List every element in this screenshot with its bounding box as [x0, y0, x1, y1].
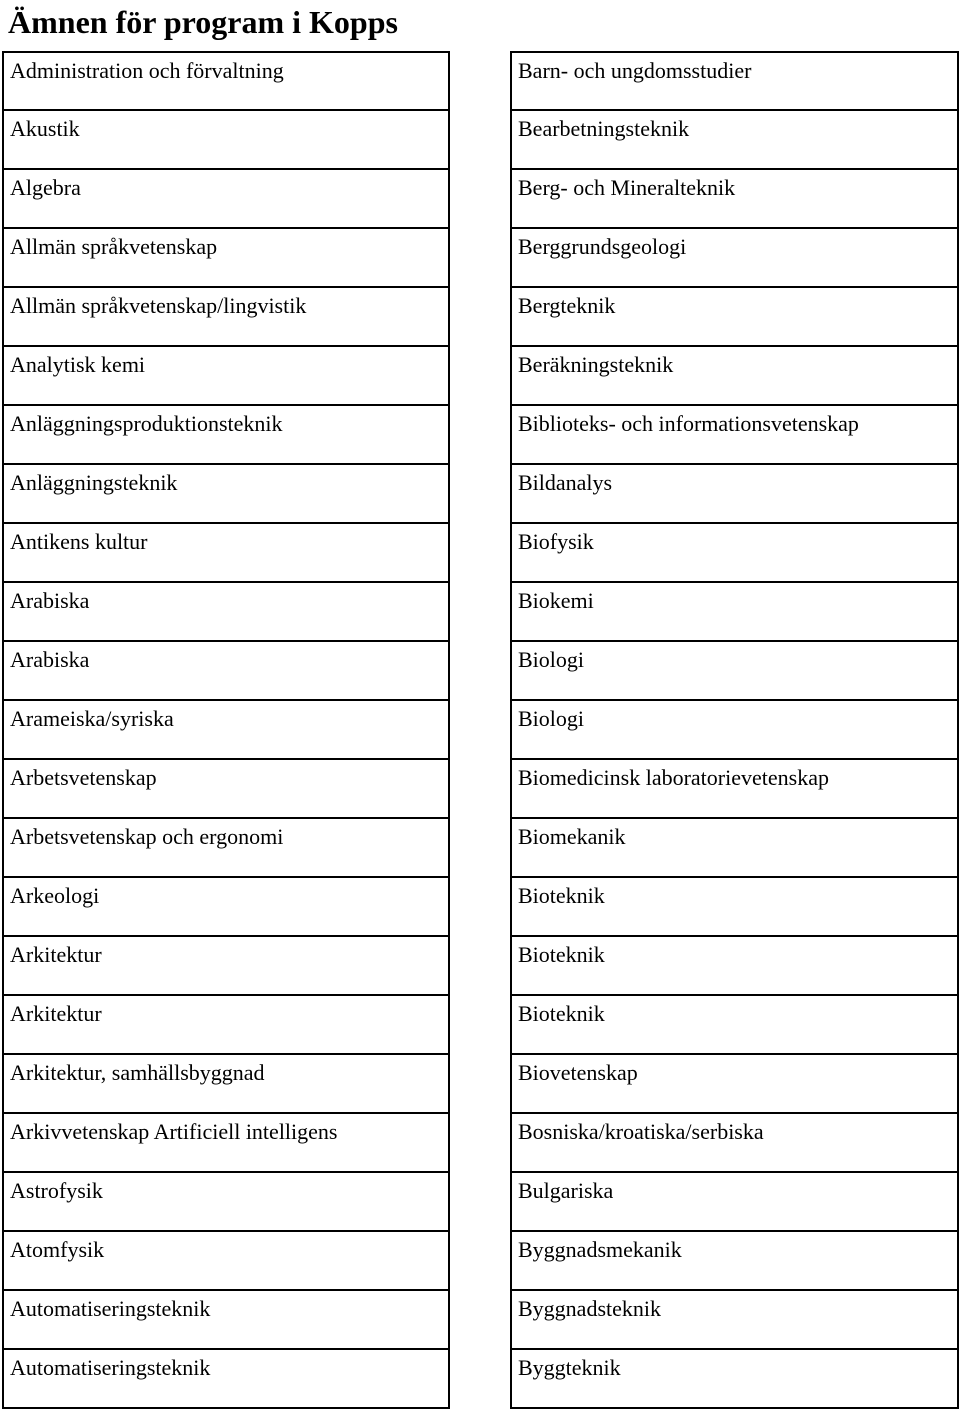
subject-cell: Arabiska [2, 642, 450, 701]
subject-cell: Byggnadsmekanik [510, 1232, 959, 1291]
subject-cell: Bergteknik [510, 288, 959, 347]
subject-cell: Bildanalys [510, 465, 959, 524]
subject-cell: Bioteknik [510, 878, 959, 937]
subject-cell: Atomfysik [2, 1232, 450, 1291]
subject-cell: Biofysik [510, 524, 959, 583]
subject-cell: Arkitektur [2, 937, 450, 996]
subject-cell: Bulgariska [510, 1173, 959, 1232]
subject-cell: Bosniska/kroatiska/serbiska [510, 1114, 959, 1173]
subject-cell: Arbetsvetenskap [2, 760, 450, 819]
subject-cell: Automatiseringsteknik [2, 1350, 450, 1409]
subject-cell: Biovetenskap [510, 1055, 959, 1114]
subject-cell: Biblioteks- och informationsvetenskap [510, 406, 959, 465]
subject-cell: Anläggningsteknik [2, 465, 450, 524]
subject-cell: Biokemi [510, 583, 959, 642]
subject-cell: Antikens kultur [2, 524, 450, 583]
subject-cell: Biologi [510, 701, 959, 760]
subject-cell: Beräkningsteknik [510, 347, 959, 406]
subject-cell: Berggrundsgeologi [510, 229, 959, 288]
subject-column-right [510, 51, 959, 1409]
subject-cell: Astrofysik [2, 1173, 450, 1232]
subject-cell: Allmän språkvetenskap/lingvistik [2, 288, 450, 347]
subject-cell: Arkivvetenskap Artificiell intelligens [2, 1114, 450, 1173]
subject-cell: Bioteknik [510, 937, 959, 996]
subject-column-left [2, 51, 450, 1409]
subject-cell: Anläggningsproduktionsteknik [2, 406, 450, 465]
subject-cell: Biomekanik [510, 819, 959, 878]
subject-cell: Bearbetningsteknik [510, 111, 959, 170]
subject-cell: Barn- och ungdomsstudier [510, 51, 959, 111]
subject-cell: Arkeologi [2, 878, 450, 937]
subject-cell: Arameiska/syriska [2, 701, 450, 760]
subject-cell: Bioteknik [510, 996, 959, 1055]
subject-cell: Berg- och Mineralteknik [510, 170, 959, 229]
page-title: Ämnen för program i Kopps [8, 4, 398, 40]
subject-cell: Byggnadsteknik [510, 1291, 959, 1350]
subject-cell: Biomedicinsk laboratorievetenskap [510, 760, 959, 819]
subject-cell: Byggteknik [510, 1350, 959, 1409]
subject-cell: Algebra [2, 170, 450, 229]
subject-cell: Biologi [510, 642, 959, 701]
subject-cell: Arkitektur [2, 996, 450, 1055]
subject-cell: Arkitektur, samhällsbyggnad [2, 1055, 450, 1114]
subject-cell: Arabiska [2, 583, 450, 642]
subject-cell: Allmän språkvetenskap [2, 229, 450, 288]
subject-cell: Arbetsvetenskap och ergonomi [2, 819, 450, 878]
subject-cell: Administration och förvaltning [2, 51, 450, 111]
subject-cell: Automatiseringsteknik [2, 1291, 450, 1350]
subject-cell: Akustik [2, 111, 450, 170]
subject-cell: Analytisk kemi [2, 347, 450, 406]
